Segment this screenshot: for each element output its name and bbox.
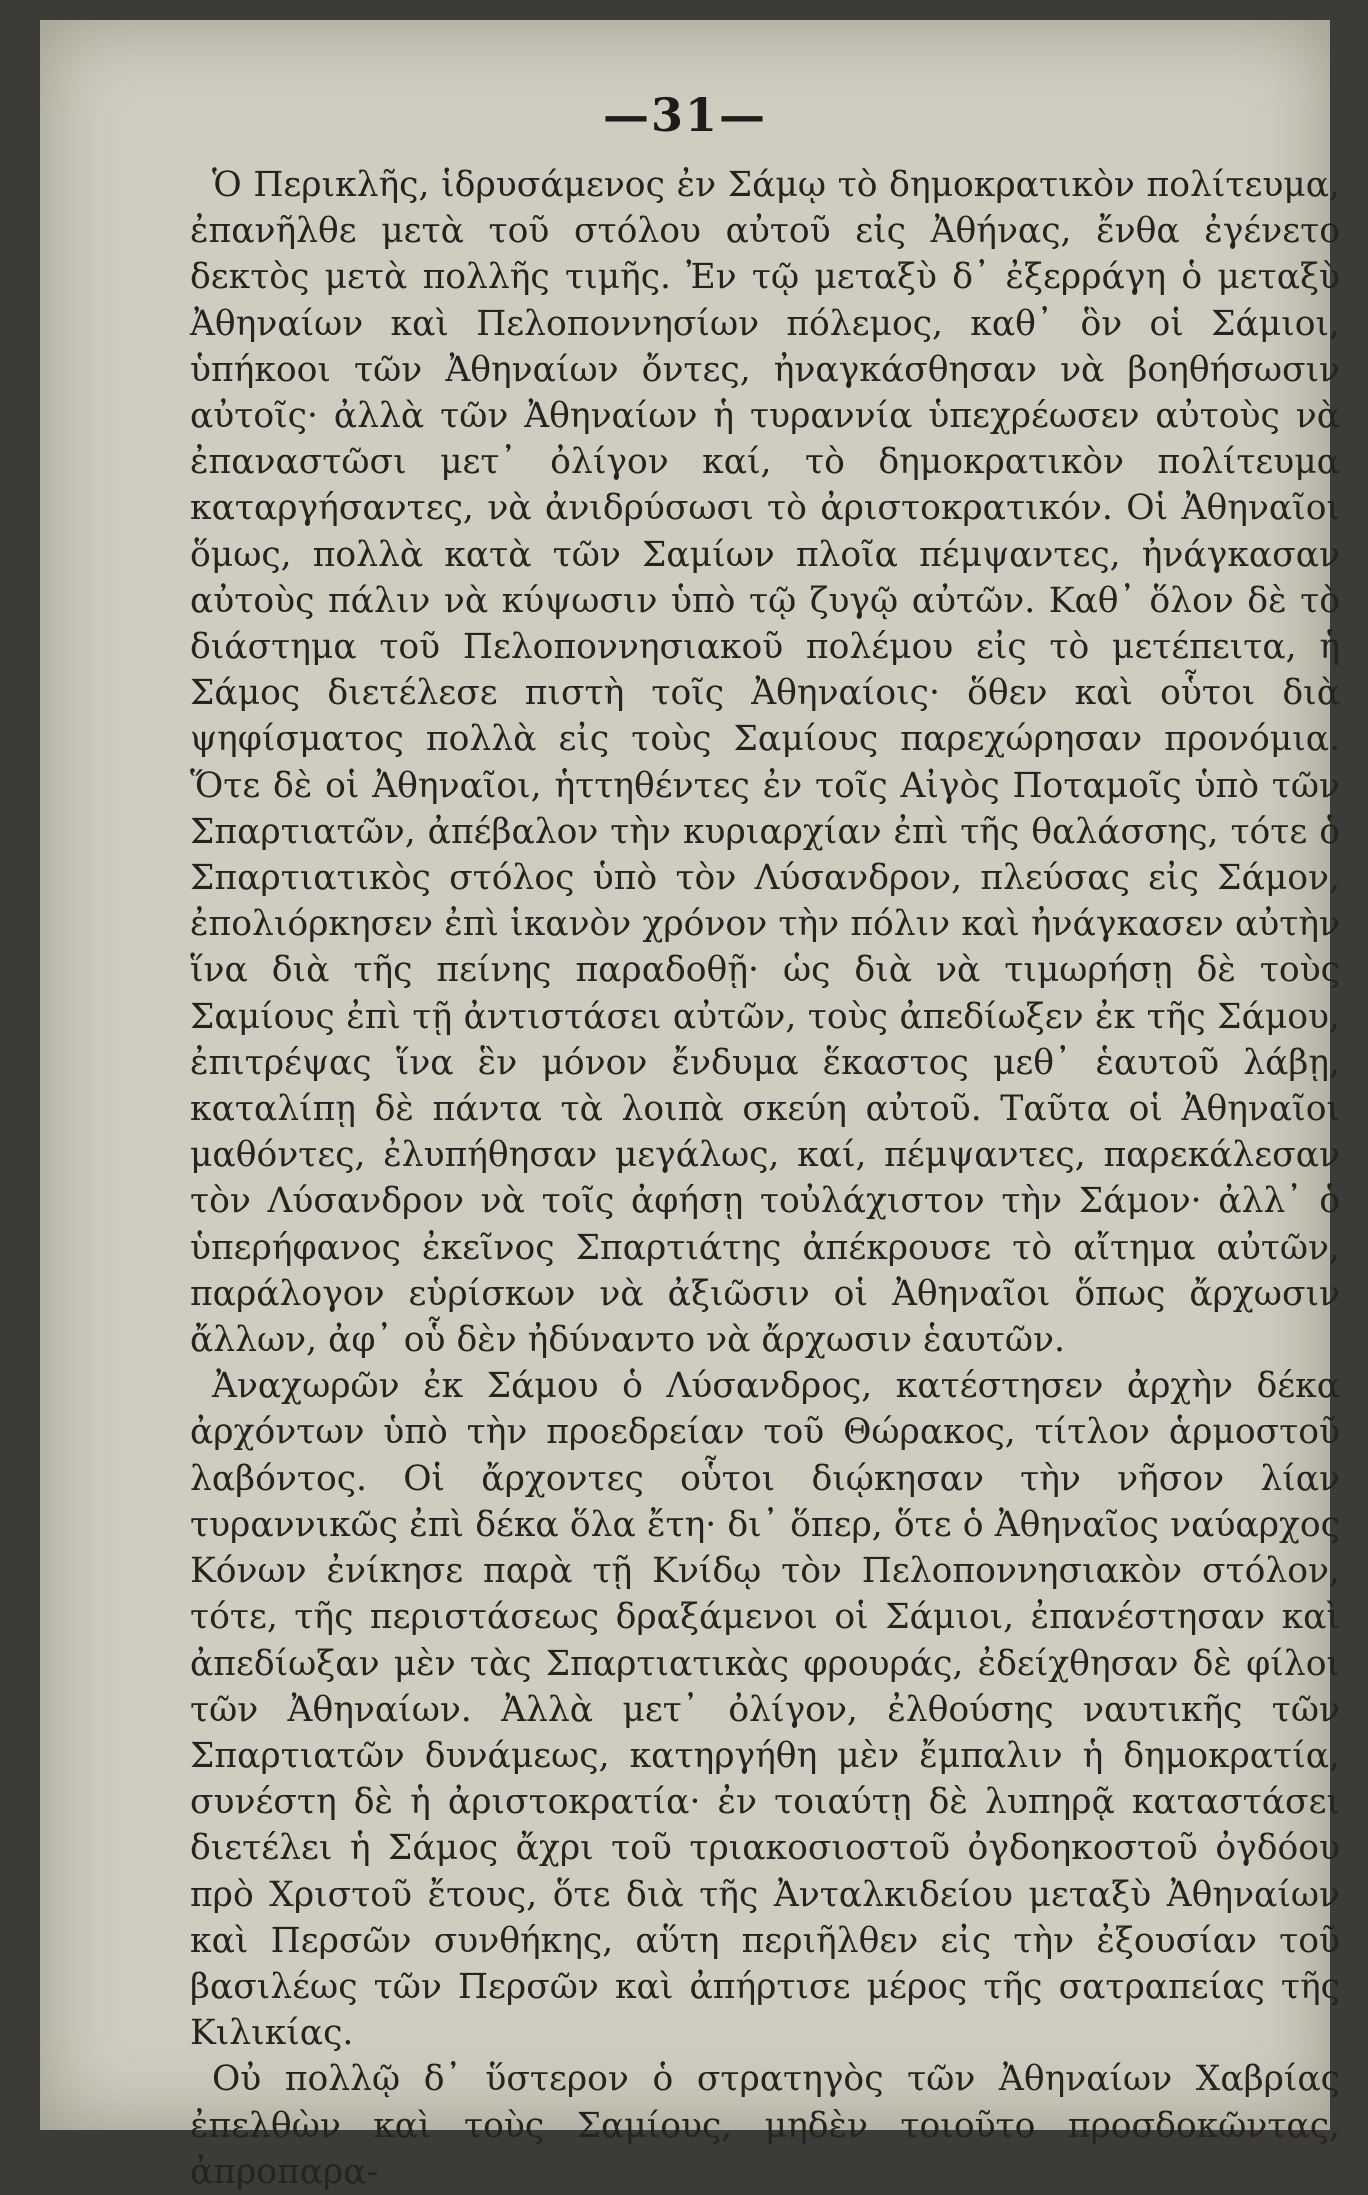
page-number: —31— (602, 88, 767, 142)
book-page (40, 20, 1340, 2192)
paragraph-2: Ἀναχωρῶν ἐκ Σάμου ὁ Λύσανδρος, κατέστησεν ἀρχὴν δέκα ἀρχόντων ὑπὸ τὴν προεδρείαν τοῦ Θώρακος, τίτλον ἁρμοστοῦ λαβόντος. Οἱ ἄρχοντες οὗτοι διῴκησαν τὴν νῆσον λίαν τυραννικῶς ἐπὶ δέκα ὅλα ἔτη· δι᾽ ὅπερ, ὅτε ὁ Ἀθηναῖος ναύαρχος Κόνων ἐνίκησε παρὰ τῇ Κνίδῳ τὸν Πελοποννησιακὸν στόλον, τότε, τῆς περιστάσεως δραξάμενοι οἱ Σάμιοι, ἐπανέστησαν καὶ ἀπεδίωξαν μὲν τὰς Σπαρτιατικὰς φρουράς, ἐδείχθησαν δὲ φίλοι τῶν Ἀθηναίων. Ἀλλὰ μετ᾽ ὀλίγον, ἐλθούσης ναυτικῆς τῶν Σπαρτιατῶν δυνάμεως, κατηργήθη μὲν ἔμπαλιν ἡ δημοκρατία, συνέστη δὲ ἡ ἀριστοκρατία· ἐν τοιαύτῃ δὲ λυπηρᾷ καταστάσει διετέλει ἡ Σάμος ἄχρι τοῦ τριακοσιοστοῦ ὀγδοηκοστοῦ ὀγδόου πρὸ Χριστοῦ ἔτους, ὅτε διὰ τῆς Ἀνταλκιδείου μεταξὺ Ἀθηναίων καὶ Περσῶν συνθήκης, αὕτη περιῆλθεν εἰς τὴν ἐξουσίαν τοῦ βασιλέως τῶν Περσῶν καὶ ἀπήρτισε μέρος τῆς σατραπείας τῆς Κιλικίας. (190, 1366, 1340, 2054)
paragraph-3: Οὐ πολλῷ δ᾽ ὕστερον ὁ στρατηγὸς τῶν Ἀθηναίων Χαβρίας ἐπελθὼν καὶ τοὺς Σαμίους, μηδὲν τοιοῦτο προσδοκῶντας, ἀπροπαρα- (190, 2059, 1340, 2192)
paragraph-1: Ὁ Περικλῆς, ἱδρυσάμενος ἐν Σάμῳ τὸ δημοκρατικὸν πολίτευμα, ἐπανῆλθε μετὰ τοῦ στόλου αὐτοῦ εἰς Ἀθήνας, ἔνθα ἐγένετο δεκτὸς μετὰ πολλῆς τιμῆς. Ἐν τῷ μεταξὺ δ᾽ ἐξερράγη ὁ μεταξὺ Ἀθηναίων καὶ Πελοποννησίων πόλεμος, καθ᾽ ὃν οἱ Σάμιοι, ὑπήκοοι τῶν Ἀθηναίων ὄντες, ἠναγκάσθησαν νὰ βοηθήσωσιν αὐτοῖς· ἀλλὰ τῶν Ἀθηναίων ἡ τυραννία ὑπεχρέωσεν αὐτοὺς νὰ ἐπαναστῶσι μετ᾽ ὀλίγον καί, τὸ δημοκρατικὸν πολίτευμα καταργήσαντες, νὰ ἀνιδρύσωσι τὸ ἀριστοκρατικόν. Οἱ Ἀθηναῖοι ὅμως, πολλὰ κατὰ τῶν Σαμίων πλοῖα πέμψαντες, ἠνάγκασαν αὐτοὺς πάλιν νὰ κύψωσιν ὑπὸ τῷ ζυγῷ αὐτῶν. Καθ᾽ ὅλον δὲ τὸ διάστημα τοῦ Πελοποννησιακοῦ πολέμου εἰς τὸ μετέπειτα, ἡ Σάμος διετέλεσε πιστὴ τοῖς Ἀθηναίοις· ὅθεν καὶ οὗτοι διὰ ψηφίσματος πολλὰ εἰς τοὺς Σαμίους παρεχώρησαν προνόμια. Ὅτε δὲ οἱ Ἀθηναῖοι, ἡττηθέντες ἐν τοῖς Αἰγὸς Ποταμοῖς ὑπὸ τῶν Σπαρτιατῶν, ἀπέβαλον τὴν κυριαρχίαν ἐπὶ τῆς θαλάσσης, τότε ὁ Σπαρτιατικὸς στόλος ὑπὸ τὸν Λύσανδρον, πλεύσας εἰς Σάμον, ἐπολιόρκησεν ἐπὶ ἱκανὸν χρόνον τὴν πόλιν καὶ ἠνάγκασεν αὐτὴν ἵνα διὰ τῆς πείνης παραδοθῇ· ὡς διὰ νὰ τιμωρήσῃ δὲ τοὺς Σαμίους ἐπὶ τῇ ἀντιστάσει αὐτῶν, τοὺς ἀπεδίωξεν ἐκ τῆς Σάμου, ἐπιτρέψας ἵνα ἓν μόνον ἔνδυμα ἕκαστος μεθ᾽ ἑαυτοῦ λάβῃ, καταλίπῃ δὲ πάντα τὰ λοιπὰ σκεύη αὐτοῦ. Ταῦτα οἱ Ἀθηναῖοι μαθόντες, ἐλυπήθησαν μεγάλως, καί, πέμψαντες, παρεκάλεσαν τὸν Λύσανδρον νὰ τοῖς ἀφήσῃ τοὐλάχιστον τὴν Σάμον· ἀλλ᾽ ὁ ὑπερήφανος ἐκεῖνος Σπαρτιάτης ἀπέκρουσε τὸ αἴτημα αὐτῶν, παράλογον εὑρίσκων νὰ ἀξιῶσιν οἱ Ἀθηναῖοι ὅπως ἄρχωσιν ἄλλων, ἀφ᾽ οὗ δὲν ἠδύναντο νὰ ἄρχωσιν ἑαυτῶν. (190, 165, 1340, 1361)
body-text (190, 162, 1340, 2195)
